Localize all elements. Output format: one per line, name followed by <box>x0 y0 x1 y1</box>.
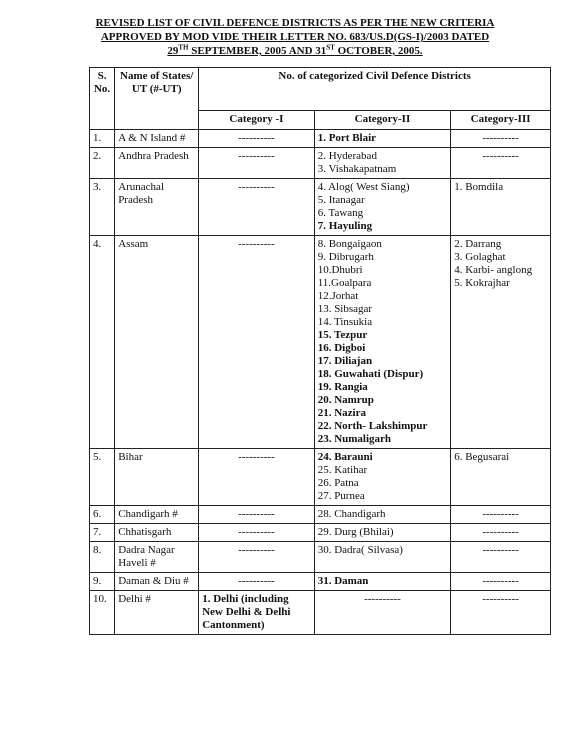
cell-category-3 <box>451 524 551 542</box>
cell-sno: 4. <box>90 236 115 449</box>
category-3-entry: ---------- <box>482 593 519 605</box>
cell-sno: 9. <box>90 573 115 591</box>
cell-category-3 <box>451 236 551 449</box>
table-row <box>90 506 551 524</box>
cell-category-3 <box>451 130 551 148</box>
category-3-entry: ---------- <box>482 526 519 538</box>
cell-sno: 7. <box>90 524 115 542</box>
table-row <box>90 542 551 573</box>
category-2-entry: ---------- <box>364 593 401 605</box>
table-row <box>90 236 551 449</box>
category-2-entry: 7. Hayuling <box>317 220 373 232</box>
cell-state: A & N Island # <box>115 130 199 148</box>
category-2-entry: 5. Itanagar <box>317 194 365 206</box>
civil-defence-districts-table <box>89 67 551 635</box>
table-row <box>90 148 551 179</box>
category-2-entry: 14. Tinsukia <box>317 316 373 328</box>
cell-category-2 <box>314 179 451 236</box>
cell-state: Assam <box>115 236 199 449</box>
category-3-entry: ---------- <box>482 544 519 556</box>
cell-sno: 10. <box>90 591 115 635</box>
cell-sno: 1. <box>90 130 115 148</box>
category-2-entry: 19. Rangia <box>317 381 368 393</box>
cell-sno: 6. <box>90 506 115 524</box>
category-3-entry: 6. Begusarai <box>454 451 510 463</box>
cell-category-1 <box>199 573 315 591</box>
category-2-entry: 8. Bongaigaon <box>317 238 382 250</box>
document-title <box>60 16 530 58</box>
cell-category-2 <box>314 449 451 506</box>
cell-category-3 <box>451 591 551 635</box>
category-1-entry: ---------- <box>238 181 275 193</box>
cell-state: Chandigarh # <box>115 506 199 524</box>
cell-category-3 <box>451 179 551 236</box>
cell-category-1 <box>199 591 315 635</box>
cell-state: Andhra Pradesh <box>115 148 199 179</box>
category-3-entry: 1. Bomdila <box>454 181 504 193</box>
cell-state: Chhatisgarh <box>115 524 199 542</box>
category-3-entry: ---------- <box>482 132 519 144</box>
table-row <box>90 591 551 635</box>
cell-category-2 <box>314 506 451 524</box>
cell-category-2 <box>314 542 451 573</box>
category-2-entry: 20. Namrup <box>317 394 374 406</box>
category-2-entry: 16. Digboi <box>317 342 366 354</box>
category-2-entry: 4. Alog( West Siang) <box>317 181 410 193</box>
category-2-entry: 23. Numaligarh <box>317 433 392 445</box>
category-2-entry: 10.Dhubri <box>317 264 363 276</box>
category-2-entry: 3. Vishakapatnam <box>317 163 397 175</box>
header-category-2: Category-II <box>314 111 451 130</box>
table-body <box>90 130 551 635</box>
cell-category-2 <box>314 130 451 148</box>
category-2-entry: 13. Sibsagar <box>317 303 373 315</box>
category-2-entry: 15. Tezpur <box>317 329 368 341</box>
cell-sno: 5. <box>90 449 115 506</box>
cell-category-2 <box>314 148 451 179</box>
title-line-3: 29TH SEPTEMBER, 2005 AND 31ST OCTOBER, 2005. <box>167 43 423 57</box>
category-2-entry: 27. Purnea <box>317 490 365 502</box>
cell-category-2 <box>314 236 451 449</box>
cell-category-3 <box>451 506 551 524</box>
cell-category-3 <box>451 542 551 573</box>
category-3-entry: ---------- <box>482 575 519 587</box>
cell-category-2 <box>314 573 451 591</box>
cell-sno: 2. <box>90 148 115 179</box>
category-2-entry: 21. Nazira <box>317 407 366 419</box>
header-sno: S. No. <box>90 68 115 130</box>
category-3-entry: ---------- <box>482 150 519 162</box>
header-state: Name of States/ UT (#-UT) <box>115 68 199 130</box>
cell-category-1 <box>199 148 315 179</box>
cell-category-3 <box>451 148 551 179</box>
category-1-entry: ---------- <box>238 238 275 250</box>
category-3-entry: 3. Golaghat <box>454 251 506 263</box>
category-1-entry: ---------- <box>238 544 275 556</box>
category-2-entry: 1. Port Blair <box>317 132 377 144</box>
category-2-entry: 18. Guwahati (Dispur) <box>317 368 424 380</box>
category-1-entry: 1. Delhi (including New Delhi & Delhi Cantonment) <box>202 593 291 631</box>
header-category-1: Category -I <box>199 111 315 130</box>
category-3-entry: 5. Kokrajhar <box>454 277 510 289</box>
category-2-entry: 22. North- Lakshimpur <box>317 420 428 432</box>
cell-category-1 <box>199 179 315 236</box>
cell-category-1 <box>199 449 315 506</box>
category-2-entry: 12.Jorhat <box>317 290 359 302</box>
category-1-entry: ---------- <box>238 575 275 587</box>
title-line-2: APPROVED BY MOD VIDE THEIR LETTER NO. 683/US.D(GS-I)/2003 DATED <box>100 31 490 43</box>
category-1-entry: ---------- <box>238 508 275 520</box>
cell-category-1 <box>199 524 315 542</box>
category-3-entry: 2. Darrang <box>454 238 502 250</box>
category-1-entry: ---------- <box>238 132 275 144</box>
category-2-entry: 9. Dibrugarh <box>317 251 374 263</box>
cell-category-3 <box>451 449 551 506</box>
table-row <box>90 524 551 542</box>
category-2-entry: 31. Daman <box>317 575 369 587</box>
table-row <box>90 179 551 236</box>
category-1-entry: ---------- <box>238 150 275 162</box>
category-2-entry: 26. Patna <box>317 477 359 489</box>
category-2-entry: 25. Katihar <box>317 464 368 476</box>
cell-state: Daman & Diu # <box>115 573 199 591</box>
cell-category-1 <box>199 236 315 449</box>
cell-sno: 8. <box>90 542 115 573</box>
cell-category-1 <box>199 130 315 148</box>
cell-category-2 <box>314 591 451 635</box>
cell-category-2 <box>314 524 451 542</box>
category-1-entry: ---------- <box>238 526 275 538</box>
category-2-entry: 2. Hyderabad <box>317 150 377 162</box>
cell-state: Delhi # <box>115 591 199 635</box>
category-3-entry: ---------- <box>482 508 519 520</box>
cell-category-1 <box>199 542 315 573</box>
category-2-entry: 6. Tawang <box>317 207 364 219</box>
category-2-entry: 11.Goalpara <box>317 277 372 289</box>
cell-category-3 <box>451 573 551 591</box>
cell-category-1 <box>199 506 315 524</box>
cell-state: Dadra Nagar Haveli # <box>115 542 199 573</box>
cell-state: Arunachal Pradesh <box>115 179 199 236</box>
header-category-3: Category-III <box>451 111 551 130</box>
category-2-entry: 29. Durg (Bhilai) <box>317 526 394 538</box>
category-2-entry: 24. Barauni <box>317 451 373 463</box>
table-row <box>90 449 551 506</box>
title-line-1: REVISED LIST OF CIVIL DEFENCE DISTRICTS AS PER THE NEW CRITERIA <box>95 17 495 29</box>
category-3-entry: 4. Karbi- anglong <box>454 264 533 276</box>
category-2-entry: 30. Dadra( Silvasa) <box>317 544 403 556</box>
category-1-entry: ---------- <box>238 451 275 463</box>
category-2-entry: 28. Chandigarh <box>317 508 386 520</box>
table-row <box>90 130 551 148</box>
category-2-entry: 17. Diliajan <box>317 355 373 367</box>
table-row <box>90 573 551 591</box>
cell-state: Bihar <box>115 449 199 506</box>
cell-sno: 3. <box>90 179 115 236</box>
header-categorized: No. of categorized Civil Defence Districts <box>199 68 551 111</box>
